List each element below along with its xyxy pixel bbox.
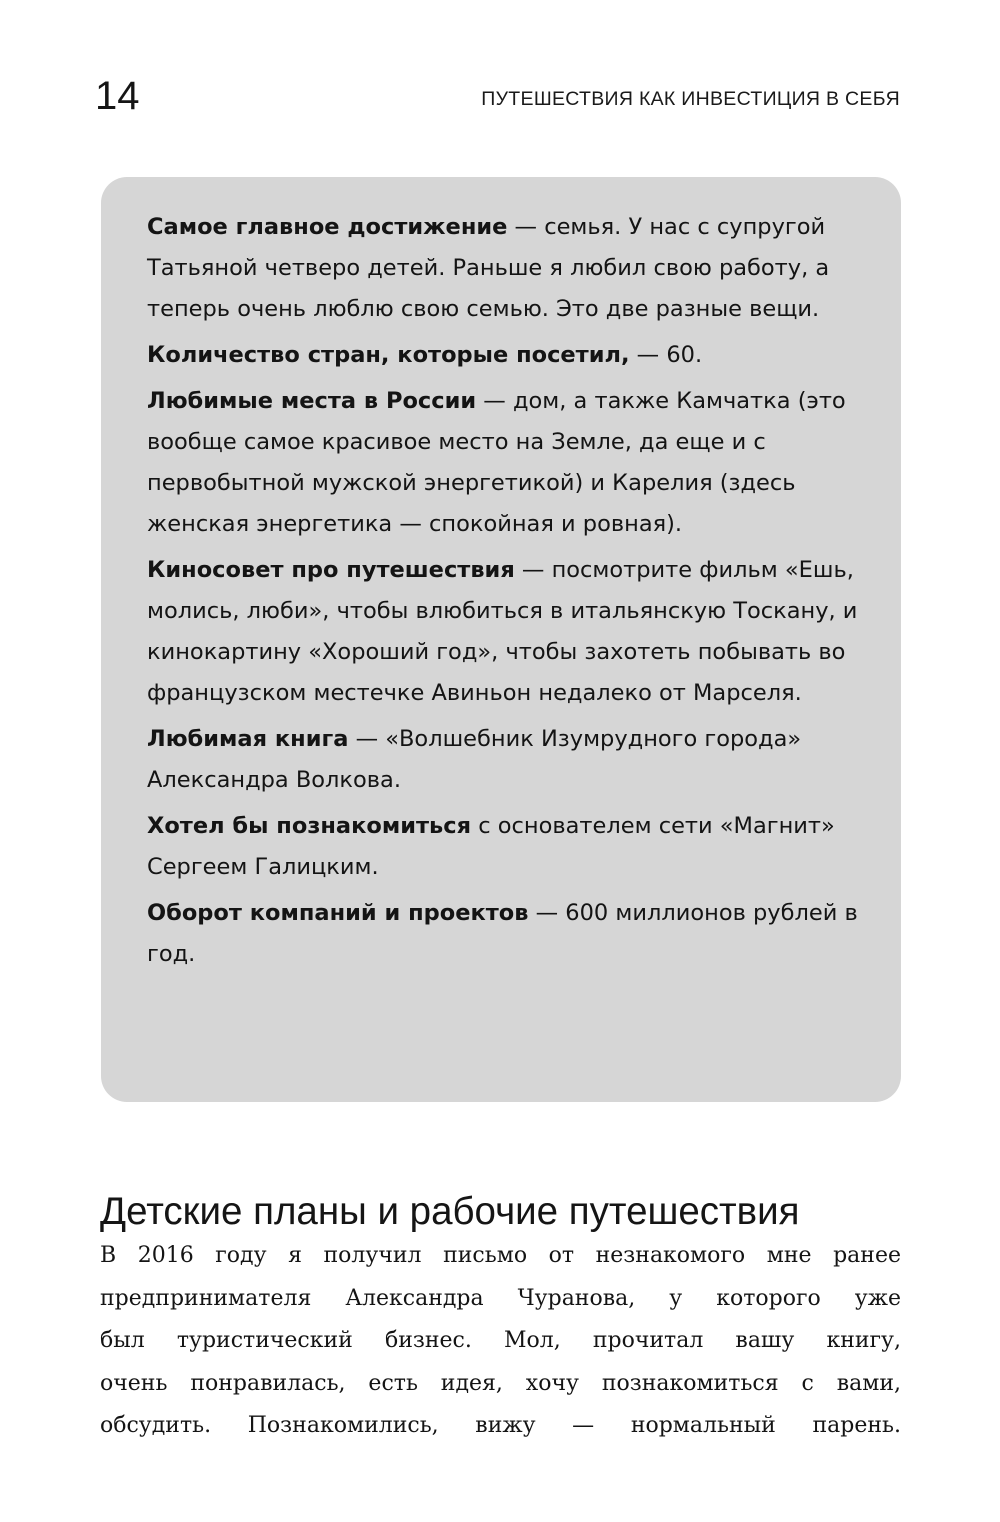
info-item-label: Количество стран, которые посетил, bbox=[147, 342, 630, 368]
info-item bbox=[147, 719, 871, 801]
info-item-text: — дом, а также Камчатка (это вообще самое красивое место на Земле, да еще и с первобытной мужской энергетикой) и Карелия (здесь женская энергетика — спокойная и ровная). bbox=[147, 388, 846, 537]
profile-info-box bbox=[101, 177, 901, 1102]
paragraph-line: В 2016 году я получил письмо от незнакомого мне ранее bbox=[100, 1243, 901, 1268]
info-item bbox=[147, 806, 871, 888]
info-item-text: — 600 миллионов рублей в год. bbox=[147, 900, 858, 967]
info-item-label: Самое главное достижение bbox=[147, 214, 508, 240]
info-item-label: Любимые места в России bbox=[147, 388, 477, 414]
info-item-text: — «Волшебник Изумрудного города» Александра Волкова. bbox=[147, 726, 802, 793]
body-paragraph bbox=[100, 1235, 901, 1448]
paragraph-line: был туристический бизнес. Мол, прочитал вашу книгу, bbox=[100, 1328, 901, 1353]
info-item-text: с основателем сети «Магнит» Сергеем Галицким. bbox=[147, 813, 835, 880]
paragraph-line: обсудить. Познакомились, вижу — нормальный парень. bbox=[100, 1413, 901, 1438]
paragraph-line: предпринимателя Александра Чуранова, у которого уже bbox=[100, 1285, 901, 1311]
info-item-text: — 60. bbox=[629, 342, 703, 368]
info-item-text: — семья. У нас с супругой Татьяной четверо детей. Раньше я любил свою работу, а теперь очень люблю свою семью. Это две разные вещи. bbox=[147, 214, 830, 322]
info-item-label: Оборот компаний и проектов bbox=[147, 900, 529, 926]
running-head: ПУТЕШЕСТВИЯ КАК ИНВЕСТИЦИЯ В СЕБЯ bbox=[481, 88, 900, 110]
info-item-label: Любимая книга bbox=[147, 726, 349, 752]
page-number: 14 bbox=[95, 74, 140, 118]
paragraph-line: очень понравилась, есть идея, хочу познакомиться с вами, bbox=[100, 1370, 901, 1396]
info-item bbox=[147, 893, 871, 975]
info-item-label: Киносовет про путешествия bbox=[147, 557, 515, 583]
info-item bbox=[147, 335, 871, 376]
info-item-label: Хотел бы познакомиться bbox=[147, 813, 472, 839]
section-heading: Детские планы и рабочие путешествия bbox=[100, 1189, 800, 1233]
info-item bbox=[147, 550, 871, 714]
info-item-text: — посмотрите фильм «Ешь, молись, люби», чтобы влюбиться в итальянскую Тоскану, и кинокартину «Хороший год», чтобы захотеть побывать во французском местечке Авиньон недалеко от Марселя. bbox=[147, 557, 858, 706]
info-item bbox=[147, 207, 871, 330]
info-item bbox=[147, 381, 871, 545]
